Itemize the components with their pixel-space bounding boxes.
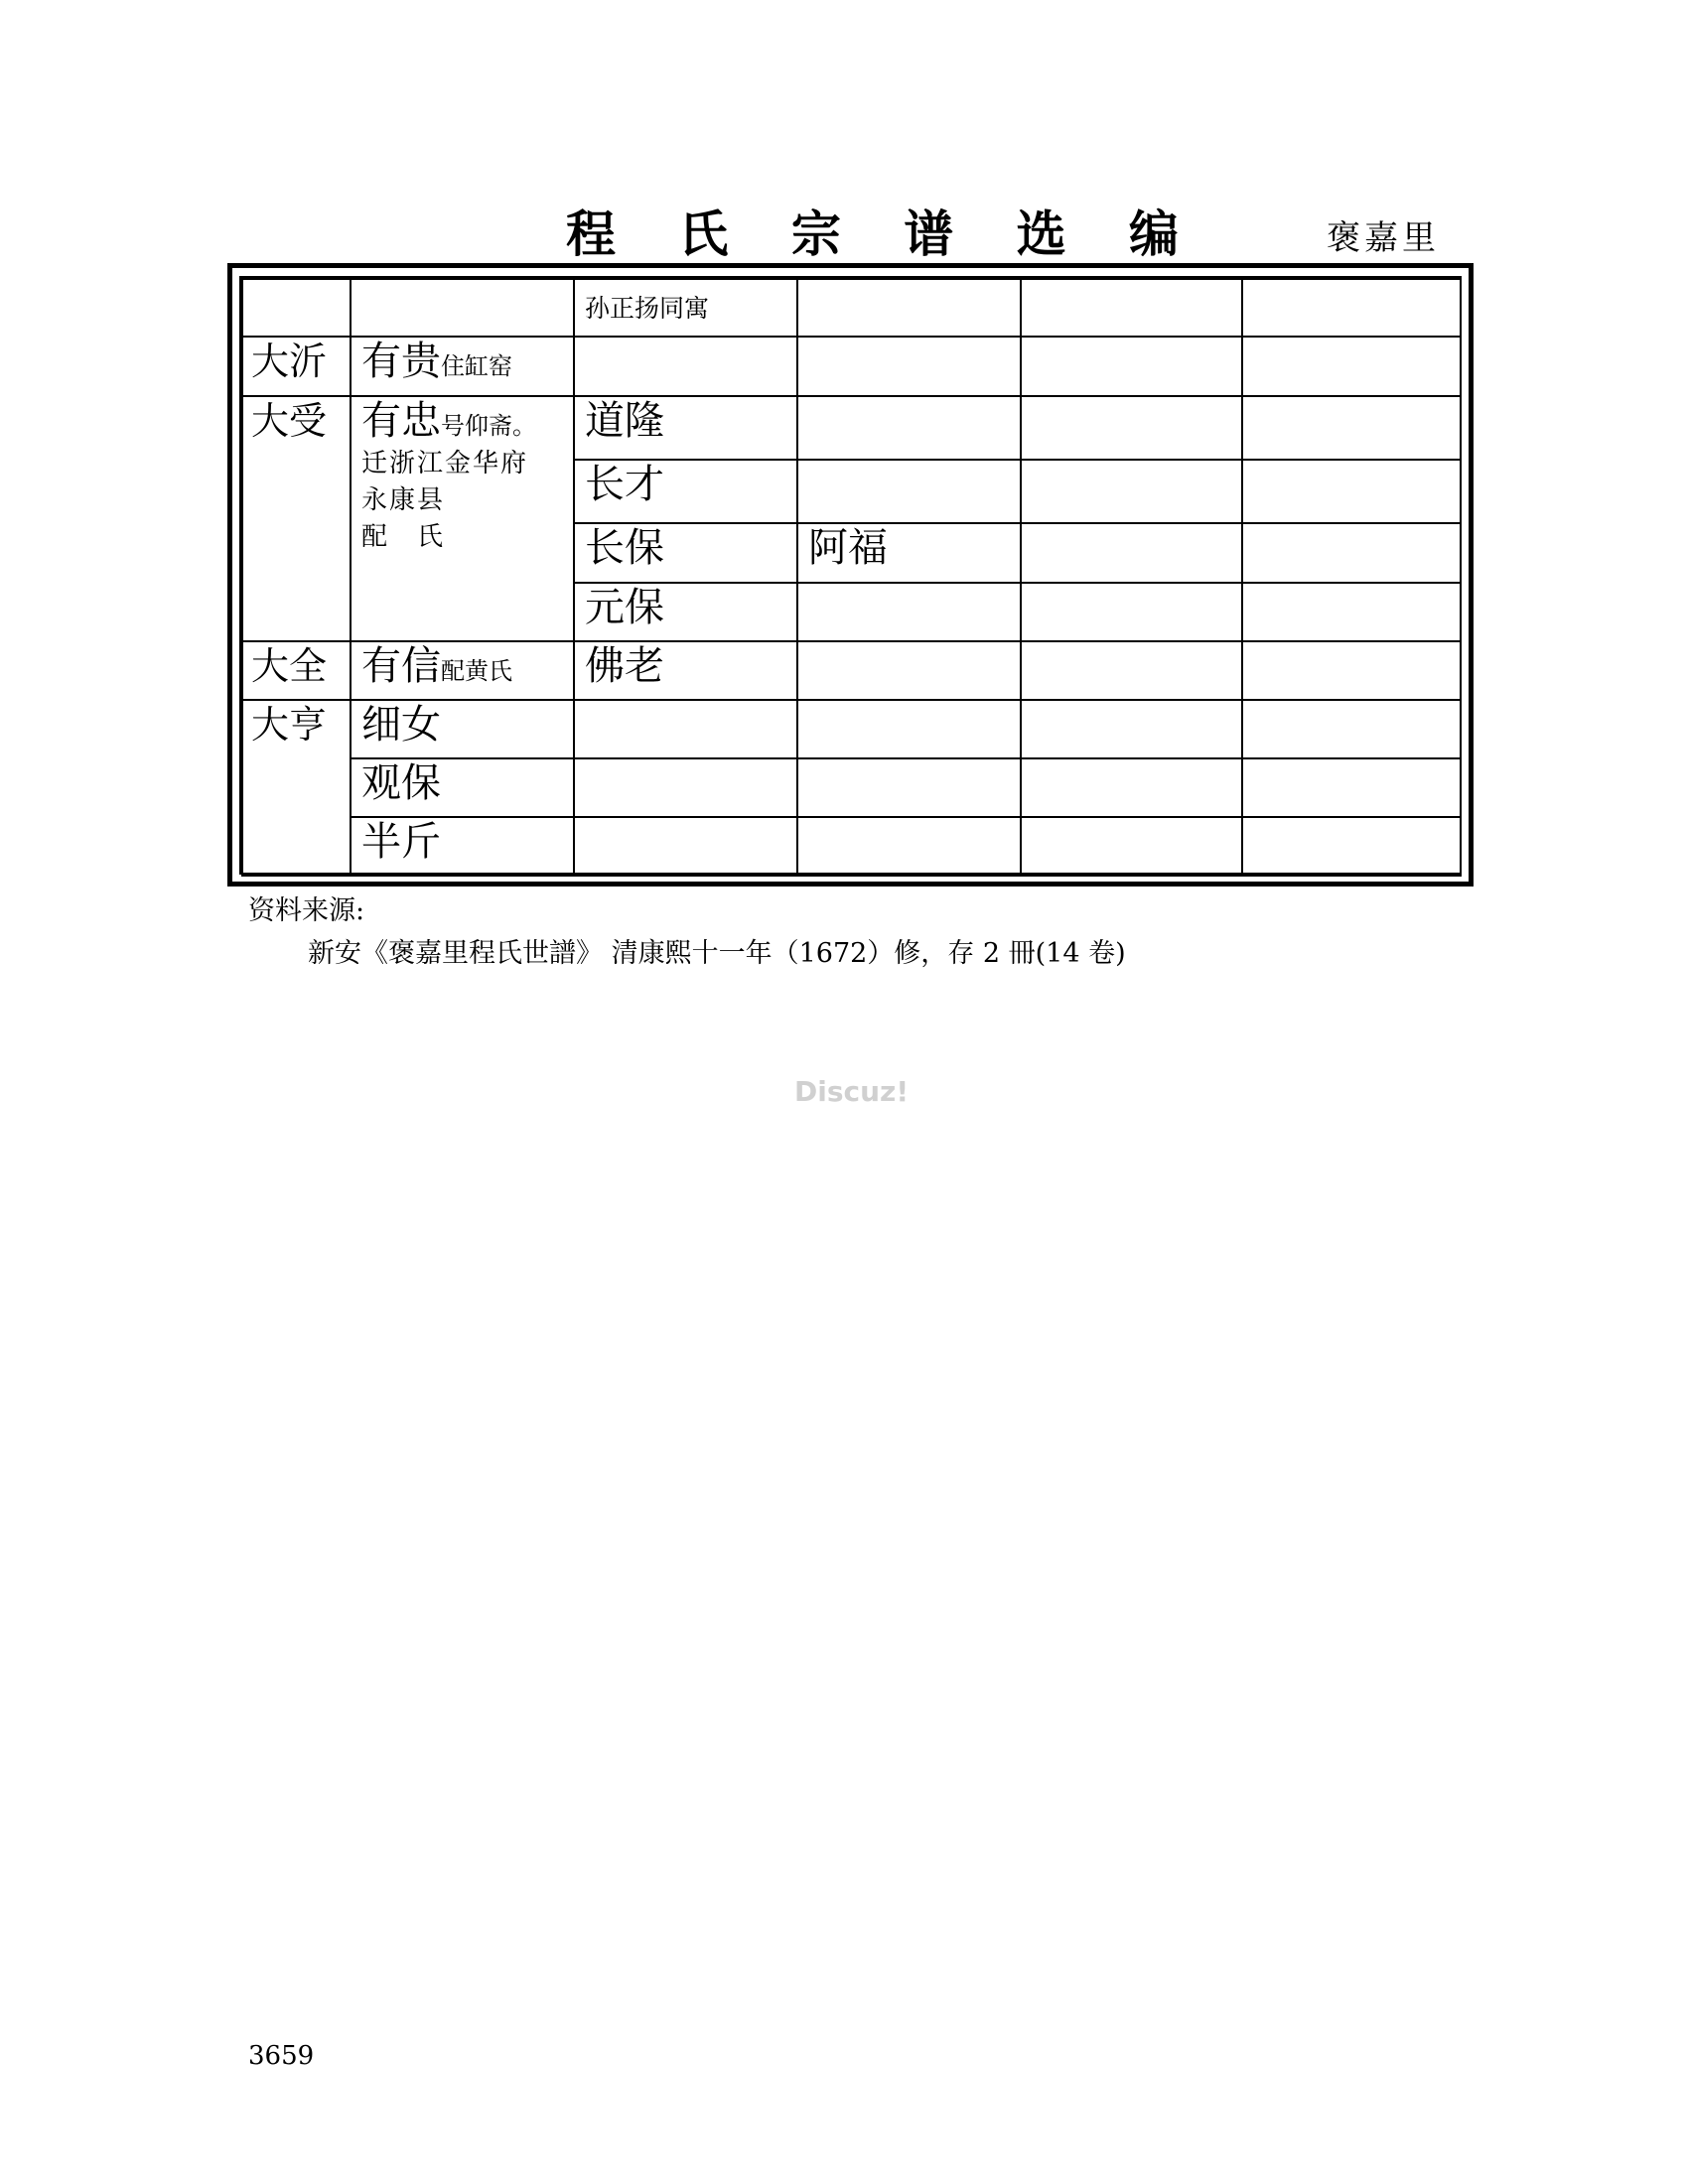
table-row	[242, 396, 1461, 460]
person-name: 阿福	[797, 523, 1021, 583]
table-cell	[1021, 583, 1242, 641]
person-name: 佛老	[574, 641, 797, 700]
source-label: 资料来源:	[248, 895, 365, 926]
table-cell	[797, 583, 1021, 641]
table-cell	[1021, 337, 1242, 396]
person-note: 配黄氏	[441, 657, 512, 685]
table-cell	[351, 279, 574, 337]
table-cell	[1021, 523, 1242, 583]
person-name: 有贵	[361, 339, 441, 384]
table-cell	[797, 758, 1021, 817]
person-name: 细女	[351, 700, 574, 758]
table-cell	[1242, 460, 1461, 523]
person-note-line: 配 氏	[361, 522, 446, 553]
place-name: 褒嘉里	[1327, 218, 1440, 258]
person-name: 元保	[574, 583, 797, 641]
table-row	[242, 758, 1461, 817]
person-name: 有忠	[361, 398, 441, 444]
table-cell	[797, 817, 1021, 876]
table-cell	[351, 396, 574, 641]
table-cell	[574, 817, 797, 876]
generation-name: 大亨	[242, 700, 351, 876]
table-cell	[1021, 279, 1242, 337]
table-cell	[574, 337, 797, 396]
genealogy-frame	[227, 263, 1474, 887]
table-cell	[797, 700, 1021, 758]
genealogy-table	[241, 278, 1462, 877]
source-text: 新安《褒嘉里程氏世譜》 清康熙十一年（1672）修，存 2 冊(14 卷)	[308, 938, 1126, 969]
table-cell	[1242, 337, 1461, 396]
table-cell	[1021, 700, 1242, 758]
table-cell	[351, 641, 574, 700]
table-cell	[1242, 583, 1461, 641]
table-row	[242, 337, 1461, 396]
table-cell	[1242, 700, 1461, 758]
table-cell	[1242, 758, 1461, 817]
table-cell	[797, 337, 1021, 396]
generation-name: 大全	[242, 641, 351, 700]
table-cell	[1021, 758, 1242, 817]
generation-name: 大沂	[242, 337, 351, 396]
person-note: 号仰斋。	[441, 412, 536, 440]
table-cell	[1242, 817, 1461, 876]
source-block	[248, 889, 1126, 975]
genealogy-frame-inner	[239, 276, 1462, 875]
table-cell	[1021, 460, 1242, 523]
person-name: 半斤	[351, 817, 574, 876]
table-row	[242, 279, 1461, 337]
person-name: 长才	[574, 460, 797, 523]
table-cell	[1021, 641, 1242, 700]
person-name: 有信	[361, 643, 441, 689]
table-cell	[1021, 817, 1242, 876]
page-number: 3659	[248, 2041, 315, 2071]
page-title: 程 氏 宗 谱 选 编	[566, 205, 1202, 263]
person-note-line: 永康县	[361, 485, 446, 516]
person-name: 长保	[574, 523, 797, 583]
table-cell	[797, 279, 1021, 337]
table-cell	[1242, 523, 1461, 583]
person-note-line: 迁浙江金华府	[361, 449, 529, 478]
table-cell	[574, 700, 797, 758]
table-cell	[1242, 279, 1461, 337]
table-row	[242, 700, 1461, 758]
table-cell	[797, 396, 1021, 460]
person-note: 住缸窑	[441, 352, 512, 380]
table-cell	[1242, 641, 1461, 700]
table-cell	[1242, 396, 1461, 460]
person-name: 道隆	[574, 396, 797, 460]
person-name: 观保	[351, 758, 574, 817]
generation-name: 大受	[242, 396, 351, 641]
table-cell	[797, 641, 1021, 700]
table-cell	[574, 758, 797, 817]
watermark: Discuz!	[794, 1075, 910, 1108]
table-row	[242, 817, 1461, 876]
cell-note: 孙正扬同寓	[585, 294, 710, 323]
table-row	[242, 641, 1461, 700]
table-cell	[242, 279, 351, 337]
table-cell	[574, 279, 797, 337]
table-cell	[351, 337, 574, 396]
table-cell	[1021, 396, 1242, 460]
table-cell	[797, 460, 1021, 523]
